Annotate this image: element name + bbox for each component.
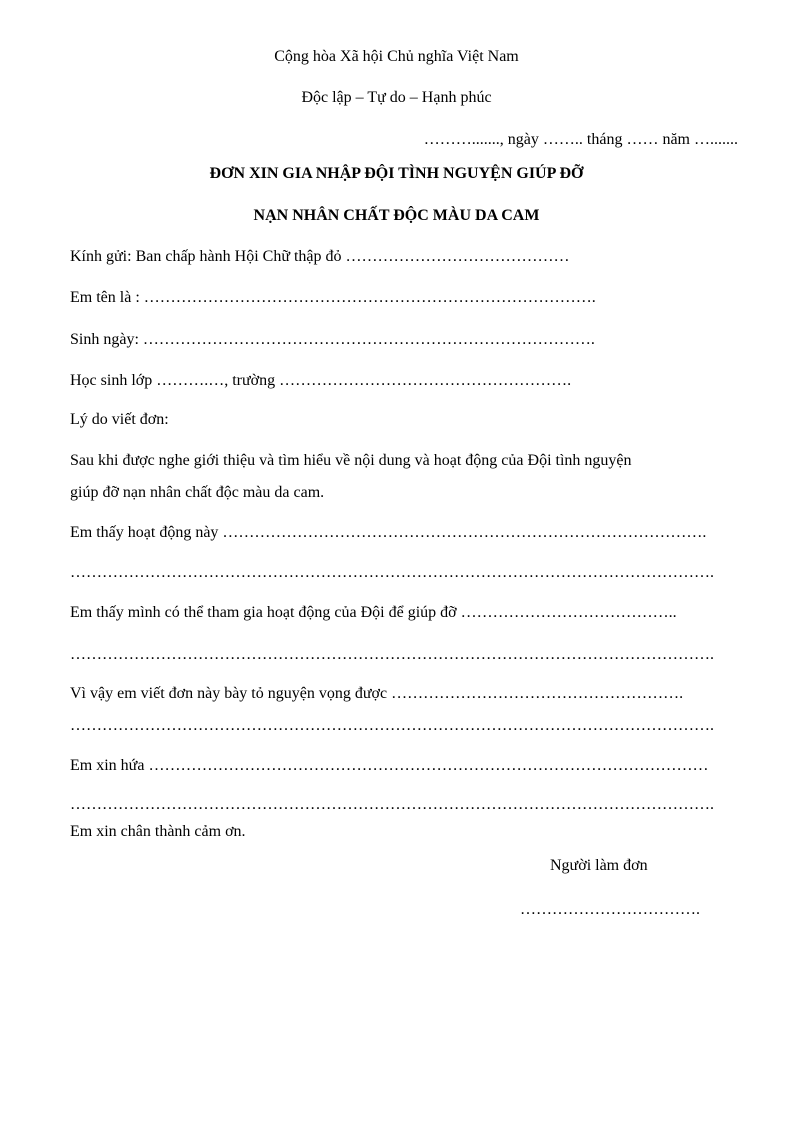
question-2-continuation: …………………………………………………………………………………………………………. xyxy=(70,646,714,663)
signature-label: Người làm đơn xyxy=(550,857,648,874)
question-4-line: Em xin hứa …………………………………………………………………………………………… xyxy=(70,757,709,774)
question-1-continuation: …………………………………………………………………………………………………………. xyxy=(70,564,714,581)
class-school-field-line: Học sinh lớp ……….…, trường ………………………………………………. xyxy=(70,372,572,389)
dob-field-line: Sinh ngày: …………………………………………………………………………. xyxy=(70,331,595,348)
place-date-line: ………......., ngày …….. tháng …… năm …....... xyxy=(423,131,738,148)
question-1-line: Em thấy hoạt động này ………………………………………………………………………………. xyxy=(70,524,707,541)
recipient-line: Kính gửi: Ban chấp hành Hội Chữ thập đỏ …………………………………… xyxy=(70,248,570,265)
question-3-line: Vì vậy em viết đơn này bày tỏ nguyện vọng được ………………………………………………. xyxy=(70,685,684,702)
signature-line: ……………………………. xyxy=(520,901,700,918)
intro-line-2: giúp đỡ nạn nhân chất độc màu da cam. xyxy=(70,484,325,501)
question-2-line: Em thấy mình có thể tham gia hoạt động của Đội để giúp đỡ ………………………………….. xyxy=(70,604,677,621)
question-4-continuation: …………………………………………………………………………………………………………. xyxy=(70,796,714,813)
reason-label: Lý do viết đơn: xyxy=(70,411,169,428)
nation-heading: Cộng hòa Xã hội Chủ nghĩa Việt Nam xyxy=(274,48,519,65)
question-3-continuation: …………………………………………………………………………………………………………. xyxy=(70,717,714,734)
intro-line-1: Sau khi được nghe giới thiệu và tìm hiểu về nội dung và hoạt động của Đội tình nguyện xyxy=(70,452,632,469)
form-title-line2: NẠN NHÂN CHẤT ĐỘC MÀU DA CAM xyxy=(253,207,540,224)
name-field-line: Em tên là : …………………………………………………………………………. xyxy=(70,289,596,306)
thanks-line: Em xin chân thành cảm ơn. xyxy=(70,823,246,840)
motto-heading: Độc lập – Tự do – Hạnh phúc xyxy=(301,89,492,106)
form-title-line1: ĐƠN XIN GIA NHẬP ĐỘI TÌNH NGUYỆN GIÚP ĐỠ xyxy=(209,165,584,182)
